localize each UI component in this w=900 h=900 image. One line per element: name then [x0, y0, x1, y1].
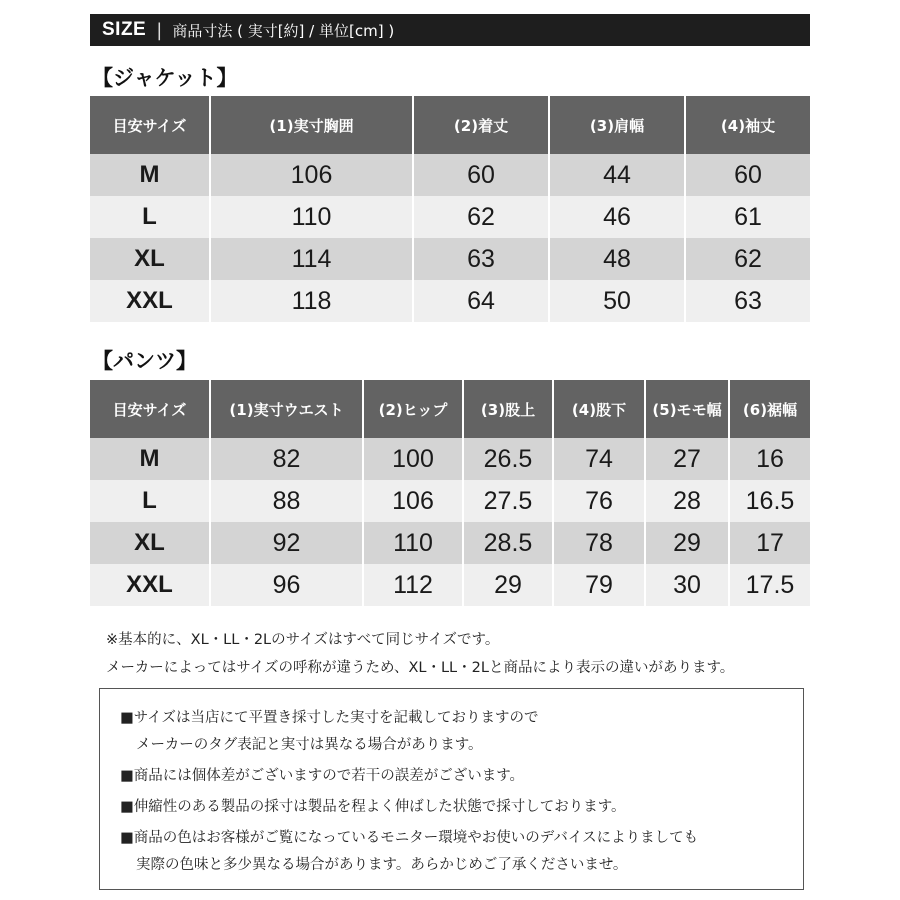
- size-cell: XL: [90, 522, 210, 564]
- value-cell: 28: [645, 480, 729, 522]
- size-cell: L: [90, 196, 210, 238]
- value-cell: 78: [553, 522, 645, 564]
- size-cell: M: [90, 438, 210, 480]
- value-cell: 63: [685, 280, 810, 322]
- pants-col-size: 目安サイズ: [90, 380, 210, 438]
- value-cell: 110: [210, 196, 413, 238]
- value-cell: 62: [413, 196, 549, 238]
- pants-col-rise: (3)股上: [463, 380, 553, 438]
- size-cell: XXL: [90, 280, 210, 322]
- value-cell: 76: [553, 480, 645, 522]
- pants-col-waist: (1)実寸ウエスト: [210, 380, 363, 438]
- value-cell: 63: [413, 238, 549, 280]
- notice-line: メーカーのタグ表記と実寸は異なる場合があります。: [136, 737, 483, 753]
- pants-col-hip: (2)ヒップ: [363, 380, 463, 438]
- value-cell: 26.5: [463, 438, 553, 480]
- value-cell: 100: [363, 438, 463, 480]
- value-cell: 30: [645, 564, 729, 606]
- value-cell: 88: [210, 480, 363, 522]
- table-row: [90, 196, 810, 238]
- notice-line: ■伸縮性のある製品の採寸は製品を程よく伸ばした状態で採寸しております。: [120, 799, 626, 815]
- value-cell: 62: [685, 238, 810, 280]
- size-notes: [106, 626, 734, 682]
- size-header-bar: [90, 14, 810, 46]
- value-cell: 96: [210, 564, 363, 606]
- table-row: [90, 438, 810, 480]
- value-cell: 27: [645, 438, 729, 480]
- pants-col-hem: (6)裾幅: [729, 380, 810, 438]
- value-cell: 106: [210, 154, 413, 196]
- jacket-col-sleeve: (4)袖丈: [685, 96, 810, 154]
- pants-size-table: [90, 380, 810, 606]
- value-cell: 44: [549, 154, 685, 196]
- size-cell: L: [90, 480, 210, 522]
- value-cell: 74: [553, 438, 645, 480]
- value-cell: 29: [463, 564, 553, 606]
- pants-section-title: 【パンツ】: [92, 349, 197, 373]
- value-cell: 48: [549, 238, 685, 280]
- jacket-col-length: (2)着丈: [413, 96, 549, 154]
- unit-text: 商品寸法 ( 実寸[約] / 単位[cm] ): [172, 21, 395, 40]
- pants-col-thigh: (5)モモ幅: [645, 380, 729, 438]
- jacket-size-table: [90, 96, 810, 322]
- table-row: [90, 280, 810, 322]
- size-cell: XXL: [90, 564, 210, 606]
- value-cell: 64: [413, 280, 549, 322]
- notice-line: 実際の色味と多少異なる場合があります。あらかじめご了承くださいませ。: [136, 857, 628, 873]
- value-cell: 60: [413, 154, 549, 196]
- value-cell: 92: [210, 522, 363, 564]
- value-cell: 16.5: [729, 480, 810, 522]
- value-cell: 114: [210, 238, 413, 280]
- value-cell: 50: [549, 280, 685, 322]
- table-row: [90, 480, 810, 522]
- notice-line: ■サイズは当店にて平置き採寸した実寸を記載しておりますので: [120, 710, 539, 726]
- size-cell: M: [90, 154, 210, 196]
- value-cell: 82: [210, 438, 363, 480]
- jacket-section-title: 【ジャケット】: [92, 66, 238, 90]
- jacket-col-size: 目安サイズ: [90, 96, 210, 154]
- value-cell: 16: [729, 438, 810, 480]
- notice-box: [99, 688, 804, 890]
- value-cell: 112: [363, 564, 463, 606]
- table-row: [90, 238, 810, 280]
- header-separator: |: [156, 19, 163, 41]
- value-cell: 60: [685, 154, 810, 196]
- value-cell: 61: [685, 196, 810, 238]
- value-cell: 118: [210, 280, 413, 322]
- value-cell: 110: [363, 522, 463, 564]
- value-cell: 106: [363, 480, 463, 522]
- pants-col-inseam: (4)股下: [553, 380, 645, 438]
- value-cell: 17: [729, 522, 810, 564]
- table-row: [90, 522, 810, 564]
- value-cell: 29: [645, 522, 729, 564]
- pants-header-row: [90, 380, 810, 438]
- value-cell: 28.5: [463, 522, 553, 564]
- jacket-header-row: [90, 96, 810, 154]
- table-row: [90, 154, 810, 196]
- size-label: SIZE: [102, 19, 147, 40]
- note-line: メーカーによってはサイズの呼称が違うため、XL・LL・2Lと商品により表示の違いがあります。: [106, 660, 735, 676]
- notice-line: ■商品には個体差がございますので若干の誤差がございます。: [120, 768, 525, 784]
- value-cell: 46: [549, 196, 685, 238]
- jacket-col-chest: (1)実寸胸囲: [210, 96, 413, 154]
- value-cell: 17.5: [729, 564, 810, 606]
- size-cell: XL: [90, 238, 210, 280]
- jacket-col-shoulder: (3)肩幅: [549, 96, 685, 154]
- note-line: ※基本的に、XL・LL・2Lのサイズはすべて同じサイズです。: [106, 632, 500, 648]
- value-cell: 27.5: [463, 480, 553, 522]
- value-cell: 79: [553, 564, 645, 606]
- notice-line: ■商品の色はお客様がご覧になっているモニター環境やお使いのデバイスによりましても: [120, 830, 699, 846]
- table-row: [90, 564, 810, 606]
